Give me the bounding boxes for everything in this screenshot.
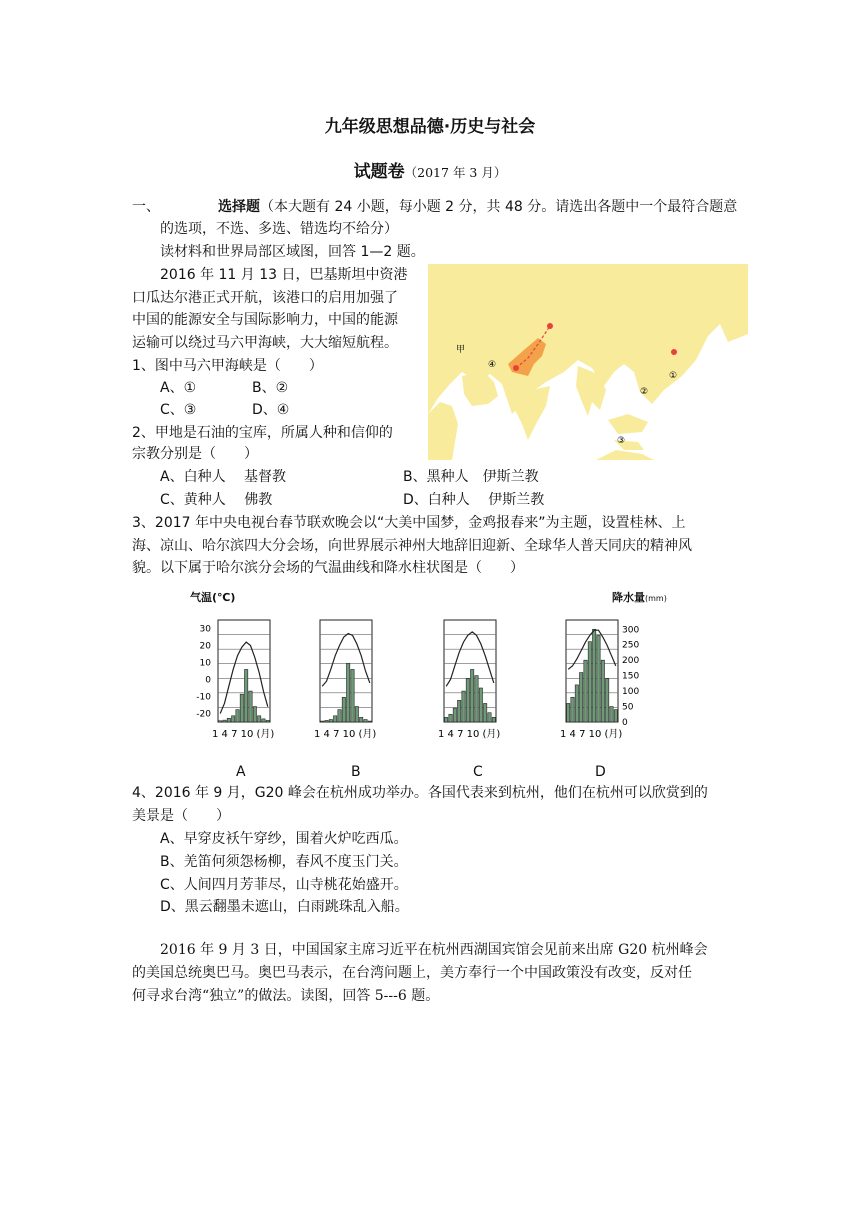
chart-frame — [218, 620, 270, 722]
precip-bar — [351, 669, 354, 722]
map-point-kashgar — [547, 323, 553, 329]
precip-bar — [601, 660, 604, 722]
q2-stem-1: 2、甲地是石油的宝库，所属人种和信仰的 — [132, 425, 393, 441]
passage1-line: 2016 年 11 月 13 日，巴基斯坦中资港 — [160, 267, 408, 283]
precip-bar — [338, 710, 341, 722]
precip-bar — [245, 669, 248, 722]
precip-bar — [223, 720, 226, 722]
world-region-map — [428, 264, 748, 460]
temp-tick-label: 10 — [199, 658, 211, 669]
map-label-4: ④ — [488, 360, 497, 370]
precip-bar — [360, 717, 363, 722]
precip-tick-label: 250 — [622, 640, 640, 651]
chart-label-c: C — [473, 764, 483, 780]
map-label-jia: 甲 — [456, 345, 466, 355]
temp-tick-label: 20 — [199, 641, 211, 652]
page-title: 九年级思想品德·历史与社会 — [324, 117, 536, 137]
passage1-line: 运输可以绕过马六甲海峡，大大缩短航程。 — [132, 335, 398, 351]
temp-tick-label: 0 — [205, 675, 211, 686]
precip-bar — [453, 708, 456, 722]
precip-bar — [571, 697, 574, 722]
precip-tick-label: 50 — [622, 702, 634, 713]
precip-bar — [488, 713, 491, 722]
precip-bar — [219, 721, 222, 722]
temp-axis-label: 气温(℃) — [190, 591, 236, 604]
section-number: 一、 — [132, 199, 160, 215]
q2-option-d: D、白种人 伊斯兰教 — [403, 492, 545, 508]
precip-bar — [449, 714, 452, 722]
x-tick-label: 1 4 7 10 (月) — [314, 729, 377, 740]
precip-bar — [258, 716, 261, 722]
subtitle: 试题卷 — [353, 162, 405, 182]
precip-tick-label: 300 — [622, 625, 640, 636]
q4-option-a: A、早穿皮袄午穿纱，围着火炉吃西瓜。 — [160, 831, 408, 847]
precip-bar — [575, 685, 578, 722]
precip-bar — [606, 679, 609, 722]
precip-bar — [584, 660, 587, 722]
chart-label-b: B — [351, 764, 361, 780]
map-label-3: ③ — [617, 436, 626, 446]
precip-bar — [466, 679, 469, 722]
passage2-line: 何寻求台湾“独立”的做法。读图，回答 5---6 题。 — [132, 988, 440, 1004]
precip-bar — [614, 710, 617, 722]
chart-label-a: A — [236, 764, 246, 780]
precip-bar — [334, 716, 337, 722]
precip-bar — [355, 707, 358, 722]
q4-stem-1: 4、2016 年 9 月，G20 峰会在杭州成功举办。各国代表来到杭州，他们在杭州可以欣赏到的 — [132, 785, 708, 801]
section-desc-1: （本大题有 24 小题，每小题 2 分，共 48 分。请选出各题中一个最符合题意 — [260, 199, 738, 215]
precip-bar — [364, 720, 367, 722]
precip-bar — [236, 710, 239, 722]
precip-bar — [329, 720, 332, 722]
precip-bar — [588, 642, 591, 722]
q2-option-b: B、黑种人 伊斯兰教 — [403, 469, 539, 485]
precip-tick-label: 0 — [622, 718, 628, 728]
map-point-east — [671, 349, 677, 355]
precip-bar — [593, 629, 596, 722]
passage1-line: 口瓜达尔港正式开航，该港口的启用加强了 — [132, 290, 398, 306]
precip-bar — [458, 700, 461, 722]
chart-frame — [444, 620, 496, 722]
q2-option-c: C、黄种人 佛教 — [160, 492, 273, 508]
precip-bar — [462, 691, 465, 722]
temp-tick-label: -20 — [196, 709, 211, 720]
q4-option-b: B、羌笛何须怨杨柳，春风不度玉门关。 — [160, 854, 408, 870]
x-tick-label: 1 4 7 10 (月) — [560, 729, 623, 740]
precip-bar — [492, 717, 495, 722]
q4-stem-2: 美景是（ ） — [132, 808, 230, 824]
passage2-line: 的美国总统奥巴马。奥巴马表示，在台湾问题上，美方奉行一个中国政策没有改变，反对任 — [132, 965, 692, 981]
precip-bar — [266, 720, 269, 722]
precip-bar — [325, 720, 328, 722]
section-name: 选择题 — [218, 199, 260, 215]
precip-bar — [227, 718, 230, 722]
exam-date: （2017 年 3 月） — [404, 165, 507, 180]
section-heading — [218, 197, 737, 217]
precip-bar — [232, 716, 235, 722]
map-point-gwadar — [513, 365, 519, 371]
precip-bar — [347, 663, 350, 722]
precip-tick-label: 100 — [622, 687, 640, 698]
precip-bar — [471, 669, 474, 722]
precip-bar — [262, 719, 265, 722]
subtitle-line — [0, 162, 860, 183]
precip-bar — [597, 635, 600, 722]
climate-charts — [180, 608, 700, 748]
precip-bar — [475, 676, 478, 722]
temp-tick-label: 30 — [199, 624, 211, 635]
precip-tick-label: 150 — [622, 671, 640, 682]
precip-bar — [580, 673, 583, 722]
q1-option-b: B、② — [252, 380, 289, 396]
precip-bar — [567, 703, 570, 722]
q1-option-a: A、① — [160, 380, 197, 396]
precip-tick-label: 200 — [622, 656, 640, 667]
precip-bar — [249, 691, 252, 722]
temp-tick-label: -10 — [196, 692, 211, 703]
q3-stem-2: 海、凉山、哈尔滨四大分会场，向世界展示神州大地辞旧迎新、全球华人普天同庆的精神风 — [132, 538, 692, 554]
precip-axis-label-text: 降水量 — [612, 591, 645, 604]
precip-bar — [368, 721, 371, 722]
section-intro: 读材料和世界局部区域图，回答 1—2 题。 — [160, 244, 425, 260]
precip-bar — [479, 688, 482, 722]
precip-bar — [610, 707, 613, 722]
precip-bar — [484, 703, 487, 722]
precip-axis-label — [612, 588, 667, 609]
q2-option-a: A、白种人 基督教 — [160, 469, 287, 485]
precip-bar — [342, 697, 345, 722]
precip-bar — [240, 694, 243, 722]
precip-axis-unit: (mm) — [645, 594, 667, 603]
map-label-1: ① — [669, 371, 678, 381]
chart-label-d: D — [595, 764, 606, 780]
x-tick-label: 1 4 7 10 (月) — [438, 729, 501, 740]
q1-option-d: D、④ — [252, 402, 290, 418]
precip-bar — [253, 707, 256, 722]
map-label-2: ② — [640, 387, 649, 397]
q4-option-c: C、人间四月芳菲尽，山寺桃花始盛开。 — [160, 877, 408, 893]
precip-bar — [445, 717, 448, 722]
x-tick-label: 1 4 7 10 (月) — [212, 729, 275, 740]
q2-stem-2: 宗教分别是（ ） — [132, 446, 258, 462]
q1-option-c: C、③ — [160, 402, 197, 418]
section-desc-2: 的选项，不选、多选、错选均不给分） — [160, 221, 398, 237]
q1-stem: 1、图中马六甲海峡是（ ） — [132, 358, 323, 374]
precip-bar — [321, 721, 324, 722]
passage2-line: 2016 年 9 月 3 日，中国国家主席习近平在杭州西湖国宾馆会见前来出席 G20 杭州峰会 — [160, 942, 708, 958]
q4-option-d: D、黑云翻墨未遮山，白雨跳珠乱入船。 — [160, 899, 409, 915]
q3-stem-3: 貌。以下属于哈尔滨分会场的气温曲线和降水柱状图是（ ） — [132, 560, 524, 576]
q3-stem-1: 3、2017 年中央电视台春节联欢晚会以“大美中国梦，金鸡报春来”为主题，设置桂林、上 — [132, 515, 686, 531]
passage1-line: 中国的能源安全与国际影响力，中国的能源 — [132, 312, 398, 328]
